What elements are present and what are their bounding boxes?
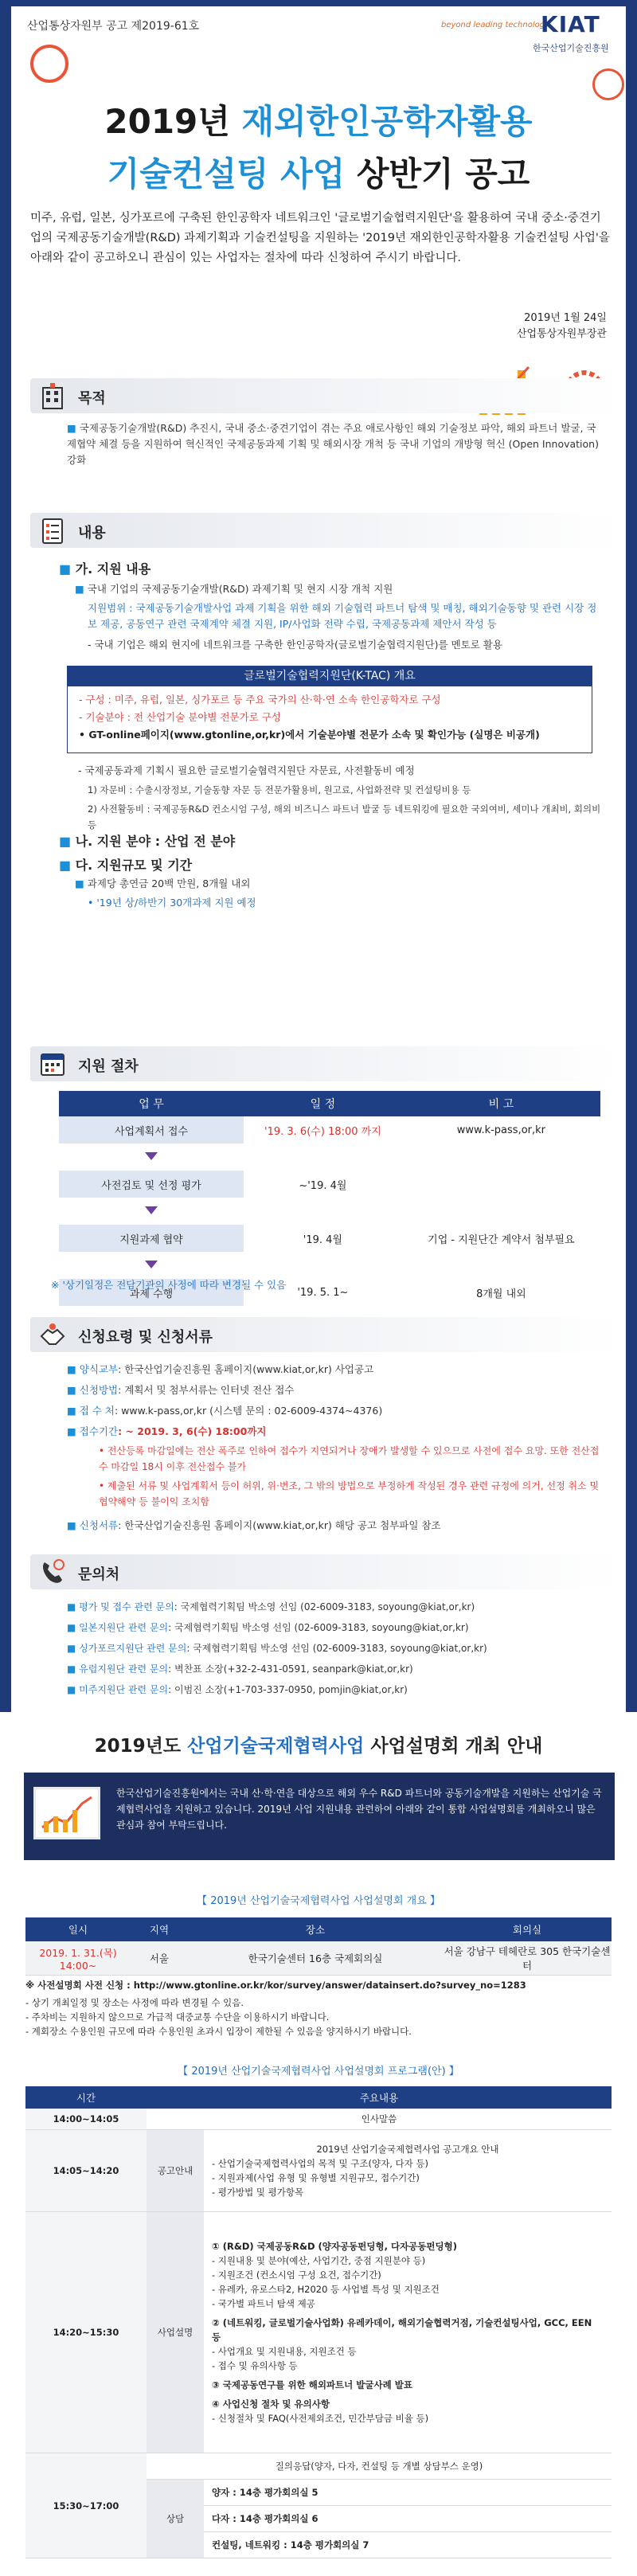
table-row [59,1171,600,1198]
application-line [67,1362,608,1378]
column-header: 일시 [25,1917,131,1941]
content-line: - 지원과제(사업 유형 및 유형별 지원규모, 접수기간) [212,2172,420,2183]
time-cell: 14:20~15:30 [25,2212,147,2453]
contact-key: 싱가포르지원단 관련 문의 [79,1643,187,1654]
item-text: '19년 상/하반기 30개과제 지원 예정 [96,897,256,909]
title-text: 상반기 공고 [345,154,530,193]
content-line: - 접수 및 유의사항 등 [212,2360,298,2371]
content-line: - 평가방법 및 평가항목 [212,2187,304,2198]
bullet-icon: • [99,1445,107,1456]
contact-line [67,1640,616,1656]
item-text: 과제당 총연금 20백 만원, 8개월 내외 [87,878,251,889]
time-cell: 14:05~14:20 [25,2130,147,2212]
overview-table [25,1917,612,1976]
notice-date: 2019년 1월 24일 [524,312,607,324]
calendar-icon [38,1050,67,1078]
bullet-icon: ■ [67,1519,80,1531]
contact-value: : 국제협력기획팀 박소영 선임 (02-6009-3183, soyoung@kiat,or,kr) [186,1643,487,1654]
content-cell: 질의응답(양자, 다자, 컨설팅 등 개별 상담부스 운영) [147,2453,612,2480]
table-cell: 서울 강남구 테헤란로 305 한국기술센터 [443,1941,612,1976]
column-header: 주요내용 [147,2086,612,2109]
contact-line [67,1661,616,1677]
note-text: 전산등록 마감일에는 전산 폭주로 인하여 접수가 지연되거나 장애가 발생할 수 있으므로 사전에 접수 요망. 또한 전산접수 마감일 18시 이후 전산접수 불가 [99,1445,600,1472]
table-row [25,1941,612,1976]
gear-icon [30,45,68,83]
time-cell: 15:30~17:00 [25,2453,147,2558]
content-line: - 사업개요 및 지원내용, 지원조건 등 [212,2346,357,2357]
contact-value: : 이범진 소장(+1-703-337-0950, pomjin@kiat,or,kr) [168,1684,408,1695]
line-value: : ~ 2019. 3, 6(수) 18:00까지 [118,1425,267,1437]
briefing-title [0,1731,637,1757]
top-border [11,0,626,6]
column-header: 업 무 [59,1091,244,1116]
handshake-icon [38,1320,67,1349]
bullet-icon: ■ [67,1425,80,1437]
table-cell: 한국기술센터 16층 국제회의실 [188,1941,443,1976]
content-line: ① (R&D) 국제공동R&D (양자공동펀딩형, 다자공동펀딩형) [212,2241,457,2252]
procedure-table [59,1091,600,1306]
subsection-c-item2 [88,895,597,911]
bullet-icon: ■ [67,1384,80,1396]
subsection-a-item3: - 국내 기업은 해외 현지에 네트워크를 구축한 한인공학자(글로벌기술협력지원단)를 멘토로 활용 [88,639,502,651]
column-header: 회의실 [443,1917,612,1941]
bullet-icon: • [88,897,97,909]
contact-line [67,1682,616,1698]
table-cell: 지원과제 협약 [59,1225,244,1252]
bullet-icon: • [79,729,89,741]
logo-slogan: beyond leading technology [441,21,549,29]
brief-note: - 상기 개최일정 및 장소는 사정에 따라 변경될 수 있음. [25,1997,244,2008]
box-line [79,726,580,744]
page-title-line1 [11,96,626,143]
briefing-intro-box [24,1773,615,1860]
line-value: : 한국산업기술진흥원 홈페이지(www.kiat,or,kr) 해당 공고 첨부파일 참조 [118,1519,441,1531]
section-purpose [30,378,619,413]
box-line: - 기술분야 : 전 산업기술 분야별 전문가로 구성 [79,711,281,723]
title-text: 2019년도 [94,1736,188,1757]
briefing-section [0,1712,637,2576]
content-cell [204,2212,612,2453]
bullet-icon: ■ [67,422,80,434]
table-cell [402,1171,600,1198]
contact-value: : 국제협력기획팀 박소영 선임 (02-6009-3183, soyoung@kiat,or,kr) [168,1622,469,1633]
line-value: : www.k-pass,or,kr (시스템 문의 : 02-6009-4374~4376) [114,1405,383,1417]
arrow-cell [59,1143,244,1171]
procedure-footnote: ※ '상기일정은 전담기관의 사정에 따라 변경될 수 있음 [51,1279,287,1291]
arrow-cell [59,1198,244,1225]
page-title-line2 [11,148,626,196]
table-row [25,2130,612,2212]
content-line: - 신청절차 및 FAQ(사전제외조건, 민간부담금 비율 등) [212,2413,429,2424]
building-icon [38,381,67,410]
line-value: : 한국산업기술진흥원 홈페이지(www.kiat,or,kr) 사업공고 [118,1363,374,1375]
title-highlight: 재외한인공학자활용 [241,102,533,141]
contact-key: 일본지원단 관련 문의 [79,1622,169,1633]
bullet-icon: ■ [67,1363,80,1375]
content-line: - 지원조건 (컨소시엄 구성 요건, 접수기간) [212,2269,381,2281]
application-line [67,1403,608,1419]
table-cell: 서울 [131,1941,188,1976]
line-key: 신청방법 [79,1384,119,1396]
title-highlight: 기술컨설팅 사업 [107,154,346,193]
title-highlight: 산업기술국제협력사업 [187,1736,365,1757]
program-caption: 【 2019년 산업기술국제협력사업 사업설명회 프로그램(안) 】 [178,2066,459,2078]
content-line: ③ 국제공동연구를 위한 해외파트너 발굴사례 발표 [212,2379,412,2390]
column-header: 장소 [188,1917,443,1941]
application-line [67,1382,608,1398]
content-line: - 산업기술국제협력사업의 목적 및 구조(양자, 다자 등) [212,2158,428,2169]
subsection-a-item2: 지원범위 : 국제공동기술개발사업 과제 기획을 위한 해외 기술협력 파트너 탐색 및 매칭, 해외기술동향 및 관련 시장 정보 제공, 공동연구 관련 국제계약 체결 지원, IP/사업화 전략 수립, 국제공동과제 제안서 작성 등 [88,602,597,630]
k-tac-box-body [67,686,592,753]
content-line: - 지원내용 및 분야(예산, 사업기간, 중점 지원분야 등) [212,2255,426,2266]
content-cell: 컨설팅, 네트워킹 : 14층 평가회의실 7 [204,2532,612,2558]
bullet-icon: ■ [67,1663,80,1675]
table-row [25,2453,612,2480]
note-line: 2) 사전활동비 : 국제공동R&D 컨소시엄 구성, 해외 비즈니스 파트너 발굴 등 네트워킹에 필요한 국외여비, 세미나 개최비, 회의비 등 [88,803,601,831]
category-cell: 사업설명 [147,2212,204,2453]
arrow-down-icon [145,1261,158,1268]
logo-subtitle: 한국산업기술진흥원 [533,43,609,53]
contact-line [67,1620,616,1636]
subsection-a-item1 [75,581,600,597]
overview-caption: 【 2019년 산업기술국제협력사업 사업설명회 개요 】 [197,1895,440,1907]
contact-line [67,1599,616,1615]
content-line: ④ 사업신청 절차 및 유의사항 [212,2398,330,2410]
bullet-icon: ■ [75,878,88,889]
table-cell: ~'19. 4월 [299,1179,347,1192]
contact-key: 유럽지원단 관련 문의 [79,1663,169,1675]
column-header: 시간 [25,2086,147,2109]
table-row [59,1116,600,1143]
table-row [25,2212,612,2453]
table-row [59,1225,600,1252]
section-content [30,513,619,548]
subsection-c-title [59,855,192,874]
title-text: 사업설명회 개최 안내 [364,1736,543,1757]
kiat-logo: KIAT [541,11,600,37]
notice-issuer: 산업통상자원부장관 [516,328,607,340]
column-header: 일 정 [244,1091,402,1116]
application-line [67,1518,608,1534]
bullet-icon: ■ [67,1601,80,1612]
section-title: 내용 [78,525,106,541]
content-cell: 다자 : 14층 평가회의실 6 [204,2506,612,2532]
category-cell: 상담 [147,2480,204,2558]
line-value: : 계획서 및 첨부서류는 인터넷 전산 접수 [118,1384,295,1396]
arrow-down-icon [145,1152,158,1160]
line-key: 양식교부 [79,1363,119,1375]
contact-key: 평가 및 접수 관련 문의 [79,1601,174,1612]
deadline-note [99,1443,600,1475]
checklist-icon [38,516,67,545]
item-text: 국내 기업의 국제공동기술개발(R&D) 과제기획 및 현지 시장 개척 지원 [87,583,393,595]
content-cell: 인사말씀 [147,2109,612,2130]
contact-key: 미주지원단 관련 문의 [79,1684,169,1695]
bullet-icon: ■ [59,858,76,873]
subsection-label: 다. 지원규모 및 기간 [75,858,193,873]
subsection-label: 가. 지원 내용 [75,561,151,577]
section-title: 문의처 [78,1566,120,1583]
section-application [30,1317,619,1352]
line-key: 접수기간 [79,1425,119,1437]
note-text: 제출된 서류 및 사업계획서 등이 허위, 위·변조, 그 밖의 방법으로 부정하게 작성된 경우 관련 규정에 의거, 선정 취소 및 협약해약 등 불이익 조치함 [99,1480,600,1507]
bullet-icon: ■ [67,1643,80,1654]
program-table [25,2086,612,2558]
bullet-icon: ■ [59,561,76,577]
content-line: - 유레카, 유로스타2, H2020 등 사업별 특성 및 지원조건 [212,2284,440,2295]
time-cell: 14:00~14:05 [25,2109,147,2130]
phone-icon [38,1558,67,1586]
signup-link[interactable]: ※ 사전설명회 사전 신청 : http://www.gtonline.or.kr/kor/survey/answer/datainsert.do?survey_no=1283 [25,1980,526,1991]
box-line: - 구성 : 미주, 유럽, 일본, 싱가포르 등 주요 국가의 산·학·연 소속 한인공학자로 구성 [79,694,441,706]
arrow-down-icon [145,1206,158,1214]
contact-value: : 국제협력기획팀 박소영 선임 (02-6009-3183, soyoung@kiat,or,kr) [174,1601,475,1612]
bullet-icon: • [99,1480,107,1491]
document-number: 산업통상자원부 공고 제2019-61호 [27,20,200,33]
table-cell: 사전검토 및 선정 평가 [59,1171,244,1198]
application-line [67,1424,608,1440]
table-cell: 기업 - 지원단간 계약서 첨부필요 [428,1233,575,1246]
column-header: 비 고 [402,1091,600,1116]
subsection-b-title [59,831,235,850]
section-contact [30,1554,619,1589]
section-title: 목적 [78,390,106,407]
bullet-icon: ■ [59,834,76,849]
table-cell: '19. 4월 [303,1233,342,1246]
table-cell: 8개월 내외 [476,1288,526,1300]
briefing-intro-text: 한국산업기술진흥원에서는 국내 산·학·연을 대상으로 해외 우수 R&D 파트너와 공동기술개발을 지원하는 산업기술 국제협력사업을 지원하고 있습니다. 2019년 사업 지원내용 관련하여 아래와 같이 통합 사업설명회를 개최하오니 많은 관심과 참여 부탁드립니다. [116,1788,602,1831]
bullet-icon: ■ [67,1405,80,1417]
bullet-icon: ■ [67,1622,80,1633]
line-key: 신청서류 [79,1519,119,1531]
bullet-icon: ■ [75,583,88,595]
section-title: 신청요령 및 신청서류 [78,1329,213,1346]
table-cell: 사업계획서 접수 [59,1116,244,1143]
intro-paragraph: 미주, 유럽, 일본, 싱가포르에 구축된 한인공학자 네트워크인 '글로벌기술협력지원단'을 활용하여 국내 중소·중견기업의 국제공동기술개발(R&D) 과제기획과 기술컨설팅을 지원하는 '2019년 재외한인공학자활용 기술컨설팅 사업'을 아래와 같이 공고하오니 관심이 있는 사업자는 절차에 따라 신청하여 주시기 바랍니다. [30,212,610,264]
section-procedure [30,1046,619,1081]
content-line: - 국가별 파트너 탐색 제공 [212,2298,315,2309]
table-cell: '19. 3. 6(수) 18:00 까지 [264,1125,381,1138]
subsection-label: 나. 지원 분야 : 산업 전 분야 [75,834,236,849]
subsection-a-title [59,559,150,577]
content-cell: 양자 : 14층 평가회의실 5 [204,2480,612,2506]
note-line: 1) 자문비 : 수출시장정보, 기술동향 자문 등 전문가활용비, 원고료, 사업화전략 및 컨설팅비용 등 [88,784,471,795]
box-line-text: GT-online페이지(www.gtonline,or,kr)에서 기술분야별 전문가 소속 및 확인가능 (실명은 비공개) [88,729,540,741]
subsection-c-item1 [75,876,600,892]
section-title: 지원 절차 [78,1058,139,1075]
table-cell: '19. 5. 1~ [297,1286,349,1299]
column-header: 지역 [131,1917,188,1941]
content-cell [204,2130,612,2212]
arrow-cell [59,1252,244,1279]
bullet-icon: ■ [67,1684,80,1695]
content-line: 2019년 산업기술국제협력사업 공고개요 안내 [316,2144,499,2155]
table-cell: 2019. 1. 31.(목) 14:00~ [25,1941,131,1976]
purpose-text [67,420,600,468]
k-tac-box-title: 글로벌기술협력지원단(K-TAC) 개요 [67,666,592,686]
note-line: - 국제공동과제 기획시 필요한 글로벌기술협력지원단 자문료, 사전활동비 예정 [78,764,415,776]
purpose-body: 국제공동기술개발(R&D) 추진시, 국내 중소·중견기업이 겪는 주요 애로사항인 해외 기술정보 파악, 해외 파트너 발굴, 국제협약 체결 등을 지원하여 혁신적인 국제공동과제 기획 및 해외시장 개척 등 국내 기업의 개방형 혁신 (Open Innovation) 강화 [67,422,599,466]
table-cell: 과제 수행 [59,1279,244,1306]
line-key: 접 수 처 [79,1405,115,1417]
title-text: 2019년 [104,102,242,141]
content-line: ② (네트워킹, 글로벌기술사업화) 유레카데이, 해외기술협력거점, 기술컨설팅사업, GCC, EEN 등 [212,2317,592,2343]
presentation-board-icon [33,1787,100,1839]
table-row [25,2109,612,2130]
deadline-note [99,1478,600,1510]
table-cell: www.k-pass,or,kr [456,1124,546,1136]
brief-note: - 주차비는 지원하지 않으므로 가급적 대중교통 수단을 이용하시기 바랍니다. [25,2011,330,2023]
brief-note: - 계회장소 수용인원 규모에 따라 수용인원 초과시 입장이 제한될 수 있음을 양지하시기 바랍니다. [25,2026,412,2037]
contact-value: : 벽찬표 소장(+32-2-431-0591, seanpark@kiat,or,kr) [168,1663,413,1675]
category-cell: 공고안내 [147,2130,204,2212]
